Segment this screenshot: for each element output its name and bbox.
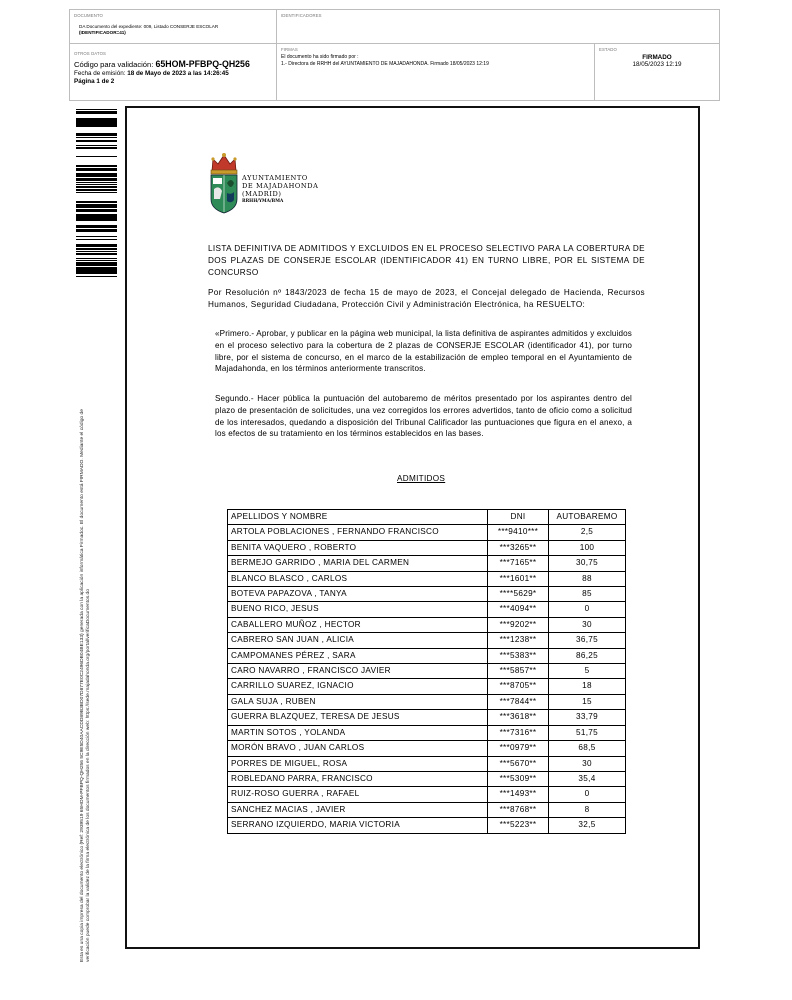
documento-line-1: DA Documento del expediente: 009, Listado CONSERJE ESCOLAR: [79, 24, 219, 29]
resolution-paragraph-2: Segundo.- Hacer pública la puntuación del autobaremo de méritos presentado por los aspirantes dentro del plazo de presentación de solicitudes, una vez corregidos los errores advertidos, tanto de oficio como a solicitud de los interesados, quedando a disposición del Tribunal Calificador las puntuaciones que figura en el anexo, a los efectos de su tratamiento en los términos establecidos en las bases.: [215, 394, 632, 439]
table-row: [228, 787, 626, 802]
emission-prefix: Fecha de emisión:: [74, 70, 126, 77]
table-row: [228, 818, 626, 833]
header-autobaremo: AUTOBAREMO: [549, 510, 626, 525]
cell-autobaremo: 88: [549, 571, 626, 586]
cell-dni: ***9410***: [488, 525, 549, 540]
signature-header: [69, 9, 720, 101]
logo-reference: RRHH/YMA/BMA: [242, 199, 284, 204]
cell-autobaremo: 68,5: [549, 741, 626, 756]
cell-dni: ***9202**: [488, 617, 549, 632]
cell-nombre: MORÓN BRAVO , JUAN CARLOS: [228, 741, 488, 756]
table-row: [228, 633, 626, 648]
cell-nombre: ARTOLA POBLACIONES , FERNANDO FRANCISCO: [228, 525, 488, 540]
cell-dni: ***7316**: [488, 725, 549, 740]
cell-autobaremo: 51,75: [549, 725, 626, 740]
table-row: [228, 725, 626, 740]
documento-text: [79, 24, 272, 35]
cell-autobaremo: 0: [549, 787, 626, 802]
resolution-paragraph-1: «Primero.- Aprobar, y publicar en la página web municipal, la lista definitiva de aspirantes admitidos y excluidos en el proceso selectivo para la cobertura de 2 plazas de CONSERJE ESCOLAR (identificador 41), por turno libre, por el sistema de concurso, en el marco de la estabilización de empleo temporal en el Ayuntamiento de Majadahonda, en los términos anteriormente transcritos.: [215, 329, 632, 374]
cell-nombre: CABRERO SAN JUAN , ALICIA: [228, 633, 488, 648]
intro-paragraph: Por Resolución nº 1843/2023 de fecha 15 de mayo de 2023, el Concejal delegado de Hacienda, Recursos Humanos, Seguridad Ciudadana, Protección Civil y Administración Electrónica, ha RESUELTO:: [208, 288, 645, 309]
cell-autobaremo: 2,5: [549, 525, 626, 540]
cell-dni: ***5309**: [488, 771, 549, 786]
cell-autobaremo: 30: [549, 617, 626, 632]
documento-cell: [70, 10, 277, 44]
documento-label: DOCUMENTO: [74, 13, 103, 18]
table-row: [228, 771, 626, 786]
identificadores-label: IDENTIFICADORES: [281, 13, 322, 18]
cell-dni: ***5857**: [488, 664, 549, 679]
cell-nombre: PORRES DE MIGUEL, ROSA: [228, 756, 488, 771]
municipal-crest-icon: [208, 149, 240, 215]
cell-nombre: BLANCO BLASCO , CARLOS: [228, 571, 488, 586]
emission-date: 18 de Mayo de 2023 a las 14:26:45: [127, 70, 229, 77]
cell-autobaremo: 30,75: [549, 556, 626, 571]
table-row: [228, 710, 626, 725]
firmas-text: [281, 54, 590, 67]
table-row: [228, 587, 626, 602]
cell-nombre: BERMEJO GARRIDO , MARIA DEL CARMEN: [228, 556, 488, 571]
cell-dni: ***1238**: [488, 633, 549, 648]
firmas-cell: [277, 44, 595, 100]
cell-dni: ***5670**: [488, 756, 549, 771]
cell-nombre: CARRILLO SUAREZ, IGNACIO: [228, 679, 488, 694]
header-nombre: APELLIDOS Y NOMBRE: [228, 510, 488, 525]
table-row: [228, 694, 626, 709]
side-text-line-2: verificación puede comprobar la validez de la firma electrónica de los documentos firmados en la dirección web: https://sede.majadahonda.org/portal/verificaDocumentos.do: [86, 589, 92, 962]
cell-autobaremo: 5: [549, 664, 626, 679]
cell-dni: ***5383**: [488, 648, 549, 663]
cell-nombre: ROBLEDANO PARRA, FRANCISCO: [228, 771, 488, 786]
cell-autobaremo: 15: [549, 694, 626, 709]
table-row: [228, 540, 626, 555]
estado-date: 18/05/2023 12:19: [632, 61, 682, 68]
cell-dni: ***7844**: [488, 694, 549, 709]
table-row: [228, 802, 626, 817]
document-title: LISTA DEFINITIVA DE ADMITIDOS Y EXCLUIDOS EN EL PROCESO SELECTIVO PARA LA COBERTURA DE DOS PLAZAS DE CONSERJE ESCOLAR (IDENTIFICADOR 41) EN TURNO LIBRE, POR EL SISTEMA DE CONCURSO: [208, 244, 645, 277]
estado-label: ESTADO: [599, 47, 617, 52]
cell-autobaremo: 36,75: [549, 633, 626, 648]
section-heading-admitidos: ADMITIDOS: [397, 474, 446, 483]
table-row: [228, 741, 626, 756]
cell-nombre: BENITA VAQUERO , ROBERTO: [228, 540, 488, 555]
cell-nombre: RUIZ-ROSO GUERRA , RAFAEL: [228, 787, 488, 802]
cell-autobaremo: 85: [549, 587, 626, 602]
cell-nombre: CAMPOMANES PÉREZ , SARA: [228, 648, 488, 663]
cell-dni: ***7165**: [488, 556, 549, 571]
cell-autobaremo: 100: [549, 540, 626, 555]
cell-dni: ***5223**: [488, 818, 549, 833]
table-row: [228, 556, 626, 571]
table-row: [228, 648, 626, 663]
cell-nombre: CABALLERO MUÑOZ , HECTOR: [228, 617, 488, 632]
barcode-image: [76, 107, 117, 277]
logo-line-1: AYUNTAMIENTO: [242, 174, 308, 182]
cell-autobaremo: 0: [549, 602, 626, 617]
table-row: [228, 679, 626, 694]
firmas-label: FIRMAS: [281, 47, 298, 52]
validation-prefix: Código para validación:: [74, 60, 154, 69]
identificadores-cell: [277, 10, 719, 44]
cell-nombre: GUERRA BLAZQUEZ, TERESA DE JESUS: [228, 710, 488, 725]
firmas-line-2: 1.- Directora de RRHH del AYUNTAMIENTO DE MAJADAHONDA. Firmado 18/05/2023 12:19: [281, 60, 489, 67]
cell-autobaremo: 86,25: [549, 648, 626, 663]
cell-autobaremo: 33,79: [549, 710, 626, 725]
side-text-line-1: Esta es una copia impresa del documento electrónico (Ref: 2939519 65HOM-PFBPQ-QH256 5C9E5D40AACDD89B3BD07D877E0C2496DB04BE133) generada con la aplicación informática Firmadoc. El documento está FIRMADO. Mediante el código de: [80, 409, 85, 962]
table-row: [228, 617, 626, 632]
logo-line-3: (MADRID): [242, 190, 282, 198]
table-row: [228, 602, 626, 617]
cell-dni: ****5629*: [488, 587, 549, 602]
otros-label: OTROS DATOS: [74, 51, 106, 56]
cell-autobaremo: 35,4: [549, 771, 626, 786]
admitidos-table: [227, 509, 626, 834]
table-header-row: [228, 510, 626, 525]
logo-line-2: DE MAJADAHONDA: [242, 182, 319, 190]
page-number: Página 1 de 2: [74, 78, 115, 85]
estado-cell: [595, 44, 719, 100]
cell-nombre: BUENO RICO, JESUS: [228, 602, 488, 617]
documento-line-2: (IDENTIFICADOR=41): [79, 29, 126, 35]
cell-dni: ***3265**: [488, 540, 549, 555]
cell-dni: ***1601**: [488, 571, 549, 586]
header-dni: DNI: [488, 510, 549, 525]
cell-autobaremo: 30: [549, 756, 626, 771]
cell-dni: ***8705**: [488, 679, 549, 694]
cell-autobaremo: 18: [549, 679, 626, 694]
cell-autobaremo: 32,5: [549, 818, 626, 833]
cell-nombre: CARO NAVARRO , FRANCISCO JAVIER: [228, 664, 488, 679]
cell-dni: ***1493**: [488, 787, 549, 802]
validation-code-line: [74, 59, 272, 69]
firmas-line-1: El documento ha sido firmado por :: [281, 54, 359, 60]
cell-nombre: GALA SUJA , RUBEN: [228, 694, 488, 709]
cell-dni: ***0979**: [488, 741, 549, 756]
table-row: [228, 525, 626, 540]
emission-line: [74, 70, 272, 77]
table-row: [228, 571, 626, 586]
cell-autobaremo: 8: [549, 802, 626, 817]
cell-dni: ***4094**: [488, 602, 549, 617]
verification-side-text: [80, 302, 92, 962]
cell-dni: ***3618**: [488, 710, 549, 725]
cell-nombre: BOTEVA PAPAZOVA , TANYA: [228, 587, 488, 602]
otros-datos-cell: [70, 44, 277, 100]
cell-dni: ***8768**: [488, 802, 549, 817]
cell-nombre: SANCHEZ MACIAS , JAVIER: [228, 802, 488, 817]
validation-code: 65HOM-PFBPQ-QH256: [155, 59, 250, 69]
cell-nombre: SERRANO IZQUIERDO, MARIA VICTORIA: [228, 818, 488, 833]
ayuntamiento-name: [242, 174, 319, 206]
cell-nombre: MARTIN SOTOS , YOLANDA: [228, 725, 488, 740]
table-row: [228, 756, 626, 771]
table-row: [228, 664, 626, 679]
estado-value: FIRMADO: [642, 54, 672, 61]
